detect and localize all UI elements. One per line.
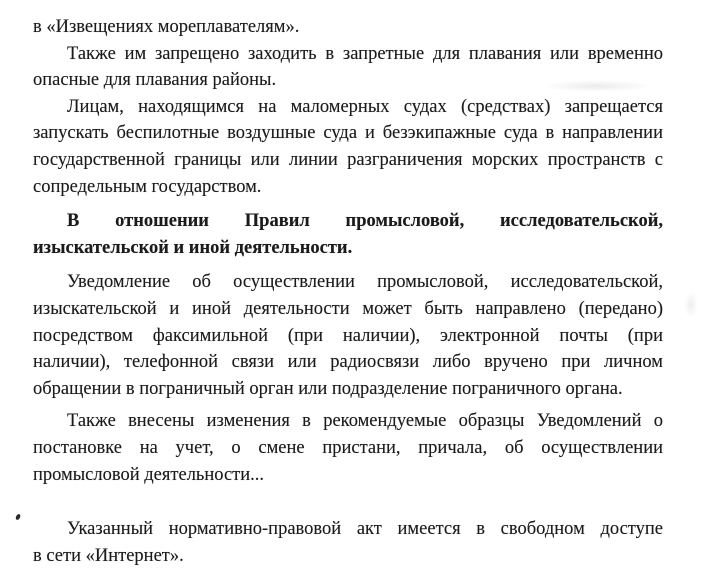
text-line: Также им запрещено заходить в запретные для плавания или временно	[67, 43, 663, 64]
text-line: в сети «Интернет».	[33, 545, 184, 566]
heading-line: В отношении Правил промысловой, исследовательской,	[67, 211, 663, 232]
text-line: государственной границы или линии разграничения морских пространств с	[33, 149, 663, 170]
text-line: промысловой деятельности...	[33, 464, 265, 485]
text-line: обращении в пограничный орган или подразделение пограничного органа.	[33, 378, 623, 399]
text-line: запускать беспилотные воздушные суда и безэкипажные суда в направлении	[33, 123, 663, 144]
paragraph	[33, 516, 663, 569]
text-line: постановке на учет, о смене пристани, причала, об осуществлении	[33, 437, 663, 458]
paragraph	[33, 269, 663, 402]
scan-smudge-artifact	[684, 292, 698, 318]
paragraph-continuation	[33, 14, 663, 41]
section-heading	[33, 208, 663, 261]
paragraph	[33, 94, 663, 200]
paragraph	[33, 408, 663, 488]
text-line: посредством факсимильной (при наличии), электронной почты (при	[33, 325, 663, 346]
text-line: сопредельным государством.	[33, 176, 262, 197]
text-line: Уведомление об осуществлении промысловой, исследовательской,	[67, 272, 663, 293]
text-line: Указанный нормативно-правовой акт имеется в свободном доступе	[67, 519, 663, 540]
text-line: изыскательской и иной деятельности может быть направлено (передано)	[33, 298, 663, 319]
text-line: Также внесены изменения в рекомендуемые образцы Уведомлений о	[67, 411, 663, 432]
text-line: Лицам, находящимся на маломерных судах (средствах) запрещается	[67, 96, 663, 117]
text-line: в «Извещениях мореплавателям».	[33, 17, 300, 37]
text-line: наличии), телефонной связи или радиосвязи либо вручено при личном	[33, 352, 663, 373]
heading-line: изыскательской и иной деятельности.	[33, 237, 353, 258]
scan-smudge-artifact	[542, 80, 652, 92]
text-line: опасные для плавания районы.	[33, 70, 277, 91]
scan-speck-artifact	[15, 514, 21, 521]
